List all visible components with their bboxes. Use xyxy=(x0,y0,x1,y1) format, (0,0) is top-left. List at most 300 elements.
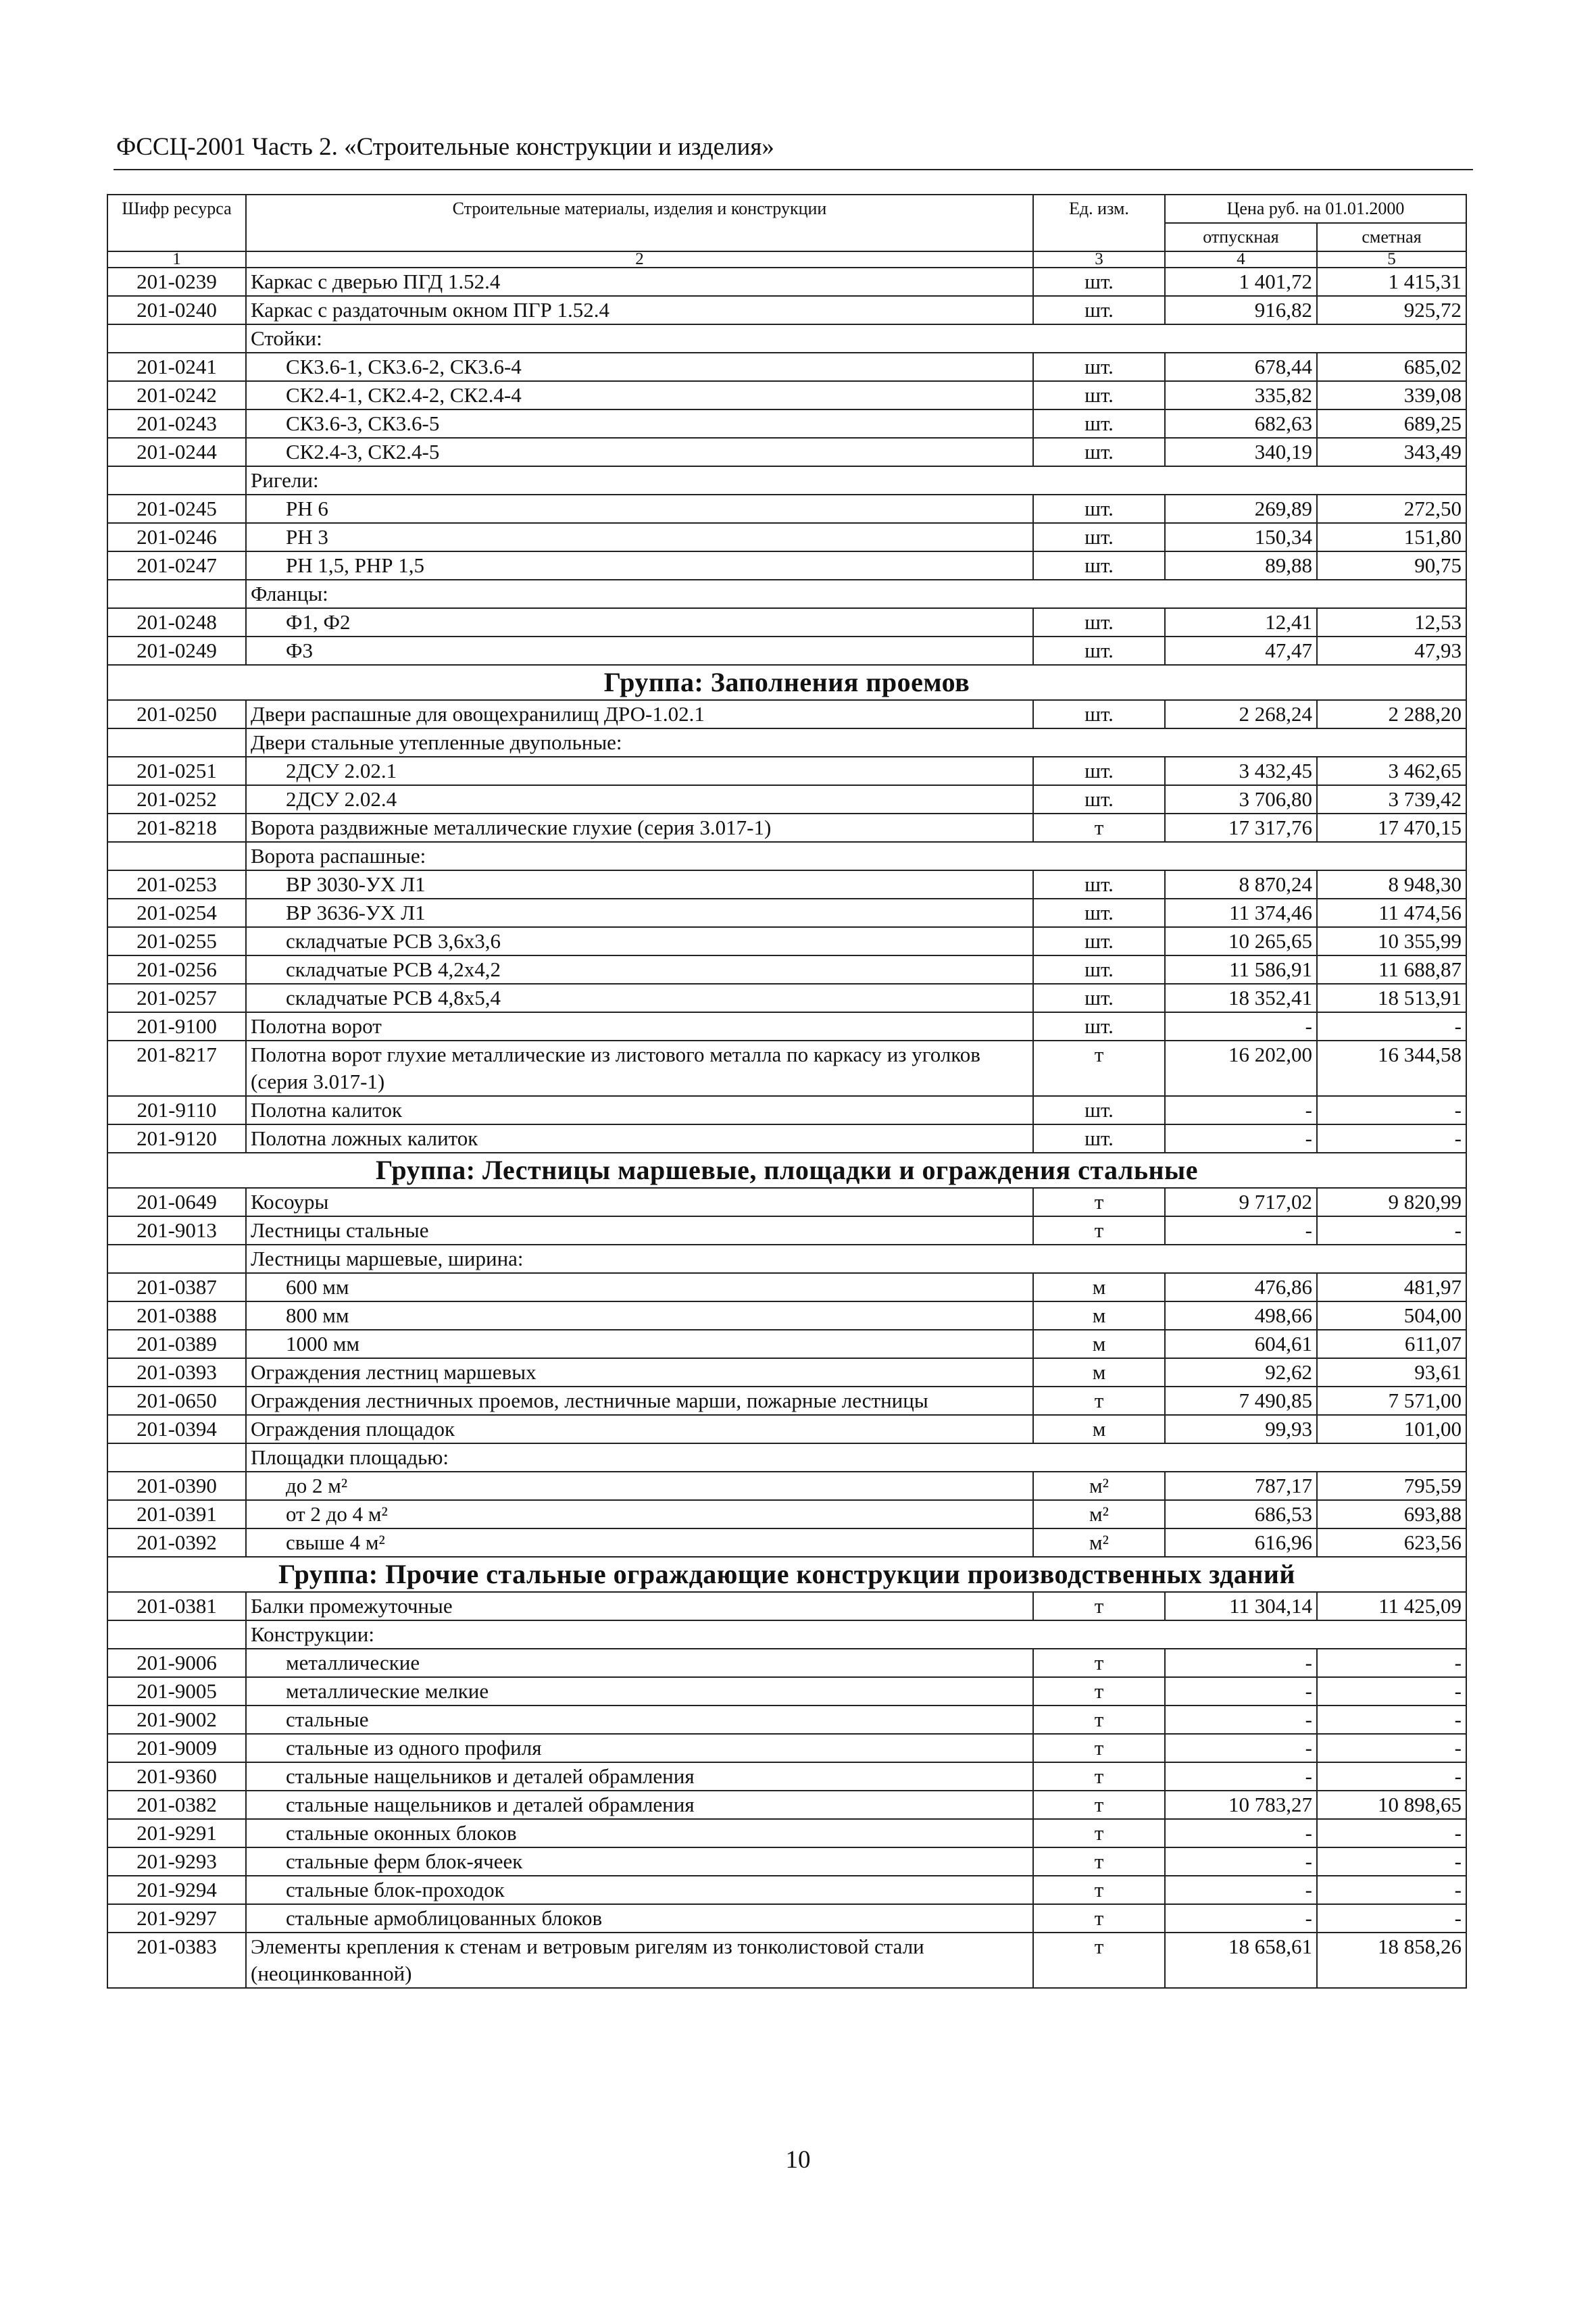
page-number: 10 xyxy=(785,2146,811,2174)
cell-unit: шт. xyxy=(1033,409,1165,438)
cell-code: 201-8218 xyxy=(107,814,246,842)
table-row xyxy=(107,1124,1466,1153)
cell-price-estimate: - xyxy=(1317,1819,1466,1847)
cell-unit: м² xyxy=(1033,1500,1165,1528)
cell-code: 201-0390 xyxy=(107,1472,246,1500)
cell-name: СК2.4-1, СК2.4-2, СК2.4-4 xyxy=(246,381,1033,409)
cell-price-estimate: 623,56 xyxy=(1317,1528,1466,1557)
cell-price-wholesale: - xyxy=(1165,1904,1317,1933)
subheading: Площадки площадью: xyxy=(246,1443,1466,1472)
cell-price-wholesale: 17 317,76 xyxy=(1165,814,1317,842)
cell-code: 201-0252 xyxy=(107,785,246,814)
cell-unit: т xyxy=(1033,1933,1165,1988)
table-row xyxy=(107,1528,1466,1557)
table-row xyxy=(107,1387,1466,1415)
cell-name: стальные нащельников и деталей обрамления xyxy=(246,1791,1033,1819)
group-heading: Группа: Заполнения проемов xyxy=(107,665,1466,700)
group-heading: Группа: Лестницы маршевые, площадки и ограждения стальные xyxy=(107,1153,1466,1188)
cell-code: 201-9110 xyxy=(107,1096,246,1124)
cell-unit: т xyxy=(1033,1734,1165,1762)
cell-code xyxy=(107,324,246,353)
cell-code: 201-0247 xyxy=(107,551,246,580)
cell-price-wholesale: - xyxy=(1165,1819,1317,1847)
cell-unit: шт. xyxy=(1033,984,1165,1012)
cell-price-estimate: - xyxy=(1317,1706,1466,1734)
table-row xyxy=(107,785,1466,814)
cell-unit: шт. xyxy=(1033,551,1165,580)
cell-code: 201-0254 xyxy=(107,899,246,927)
cell-price-estimate: 343,49 xyxy=(1317,438,1466,466)
cell-unit: т xyxy=(1033,1649,1165,1677)
cell-price-wholesale: - xyxy=(1165,1706,1317,1734)
table-row xyxy=(107,1706,1466,1734)
subheading-row xyxy=(107,728,1466,757)
cell-code: 201-0388 xyxy=(107,1301,246,1330)
table-row xyxy=(107,1472,1466,1500)
cell-price-estimate: 7 571,00 xyxy=(1317,1387,1466,1415)
cell-unit: м xyxy=(1033,1358,1165,1387)
table-row xyxy=(107,495,1466,523)
cell-name: Ограждения лестниц маршевых xyxy=(246,1358,1033,1387)
table-row xyxy=(107,1933,1466,1988)
cell-name: от 2 до 4 м² xyxy=(246,1500,1033,1528)
subheading: Конструкции: xyxy=(246,1620,1466,1649)
cell-code: 201-0242 xyxy=(107,381,246,409)
cell-code xyxy=(107,728,246,757)
cell-code: 201-0650 xyxy=(107,1387,246,1415)
subheading: Ворота распашные: xyxy=(246,842,1466,870)
cell-unit: шт. xyxy=(1033,438,1165,466)
group-heading: Группа: Прочие стальные ограждающие конструкции производственных зданий xyxy=(107,1557,1466,1592)
cell-price-wholesale: 269,89 xyxy=(1165,495,1317,523)
table-row xyxy=(107,1358,1466,1387)
subheading: Фланцы: xyxy=(246,580,1466,608)
table-row xyxy=(107,353,1466,381)
table-row xyxy=(107,870,1466,899)
cell-name: 800 мм xyxy=(246,1301,1033,1330)
cell-price-estimate: - xyxy=(1317,1096,1466,1124)
cell-unit: м² xyxy=(1033,1472,1165,1500)
cell-price-wholesale: 10 265,65 xyxy=(1165,927,1317,955)
cell-code: 201-0393 xyxy=(107,1358,246,1387)
cell-name: Полотна ворот xyxy=(246,1012,1033,1041)
table-row xyxy=(107,523,1466,551)
cell-name: Косоуры xyxy=(246,1188,1033,1216)
cell-name: Ограждения площадок xyxy=(246,1415,1033,1443)
cell-name: ВР 3030-УХ Л1 xyxy=(246,870,1033,899)
cell-unit: т xyxy=(1033,1791,1165,1819)
table-row xyxy=(107,608,1466,637)
cell-code xyxy=(107,580,246,608)
cell-price-wholesale: 2 268,24 xyxy=(1165,700,1317,728)
cell-name: до 2 м² xyxy=(246,1472,1033,1500)
cell-unit: т xyxy=(1033,1904,1165,1933)
table-row xyxy=(107,984,1466,1012)
cell-code: 201-0248 xyxy=(107,608,246,637)
subheading: Лестницы маршевые, ширина: xyxy=(246,1245,1466,1273)
table-row xyxy=(107,438,1466,466)
cell-name: складчатые РСВ 4,8х5,4 xyxy=(246,984,1033,1012)
cell-code: 201-0255 xyxy=(107,927,246,955)
cell-code: 201-9005 xyxy=(107,1677,246,1706)
cell-price-estimate: 18 513,91 xyxy=(1317,984,1466,1012)
cell-code: 201-0246 xyxy=(107,523,246,551)
table-row xyxy=(107,1216,1466,1245)
cell-code: 201-0649 xyxy=(107,1188,246,1216)
cell-unit: шт. xyxy=(1033,637,1165,665)
table-row xyxy=(107,409,1466,438)
cell-price-wholesale: 1 401,72 xyxy=(1165,268,1317,296)
cell-price-estimate: 3 462,65 xyxy=(1317,757,1466,785)
cell-price-estimate: 693,88 xyxy=(1317,1500,1466,1528)
cell-price-estimate: 151,80 xyxy=(1317,523,1466,551)
cell-name: стальные нащельников и деталей обрамления xyxy=(246,1762,1033,1791)
cell-unit: т xyxy=(1033,1706,1165,1734)
cell-name: Каркас с дверью ПГД 1.52.4 xyxy=(246,268,1033,296)
cell-code: 201-0240 xyxy=(107,296,246,324)
subheading-row xyxy=(107,580,1466,608)
table-row xyxy=(107,381,1466,409)
cell-code: 201-0245 xyxy=(107,495,246,523)
cell-price-wholesale: 18 352,41 xyxy=(1165,984,1317,1012)
cell-code: 201-0257 xyxy=(107,984,246,1012)
cell-price-estimate: 339,08 xyxy=(1317,381,1466,409)
cell-code: 201-0383 xyxy=(107,1933,246,1988)
cell-price-wholesale: 7 490,85 xyxy=(1165,1387,1317,1415)
cell-name: СК3.6-3, СК3.6-5 xyxy=(246,409,1033,438)
cell-price-estimate: 11 474,56 xyxy=(1317,899,1466,927)
cell-price-wholesale: 150,34 xyxy=(1165,523,1317,551)
page-header: ФССЦ-2001 Часть 2. «Строительные конструкции и изделия» xyxy=(116,133,774,161)
cell-name: ВР 3636-УХ Л1 xyxy=(246,899,1033,927)
cell-price-wholesale: - xyxy=(1165,1762,1317,1791)
cell-code: 201-9120 xyxy=(107,1124,246,1153)
cell-unit: т xyxy=(1033,1819,1165,1847)
cell-name: РН 6 xyxy=(246,495,1033,523)
cell-code: 201-0243 xyxy=(107,409,246,438)
table-row xyxy=(107,1762,1466,1791)
cell-unit: м xyxy=(1033,1330,1165,1358)
cell-name: складчатые РСВ 4,2х4,2 xyxy=(246,955,1033,984)
header-name: Строительные материалы, изделия и конструкции xyxy=(246,195,1033,251)
cell-unit: т xyxy=(1033,1847,1165,1876)
subheading-row xyxy=(107,1620,1466,1649)
cell-code: 201-9297 xyxy=(107,1904,246,1933)
table-row xyxy=(107,927,1466,955)
cell-name: Двери распашные для овощехранилищ ДРО-1.02.1 xyxy=(246,700,1033,728)
cell-price-wholesale: 498,66 xyxy=(1165,1301,1317,1330)
subheading-row xyxy=(107,324,1466,353)
cell-name: 2ДСУ 2.02.4 xyxy=(246,785,1033,814)
subheading-row xyxy=(107,466,1466,495)
cell-code: 201-0389 xyxy=(107,1330,246,1358)
cell-price-estimate: 504,00 xyxy=(1317,1301,1466,1330)
cell-unit: шт. xyxy=(1033,1012,1165,1041)
cell-name: СК3.6-1, СК3.6-2, СК3.6-4 xyxy=(246,353,1033,381)
cell-name: стальные из одного профиля xyxy=(246,1734,1033,1762)
header-rule xyxy=(114,169,1473,170)
cell-price-wholesale: 787,17 xyxy=(1165,1472,1317,1500)
cell-unit: т xyxy=(1033,1592,1165,1620)
cell-name: Полотна калиток xyxy=(246,1096,1033,1124)
header-estimate: сметная xyxy=(1317,223,1466,251)
table-row xyxy=(107,757,1466,785)
cell-price-wholesale: 12,41 xyxy=(1165,608,1317,637)
table-body xyxy=(107,268,1466,1988)
group-heading-row xyxy=(107,665,1466,700)
cell-name: 1000 мм xyxy=(246,1330,1033,1358)
cell-name: Полотна ворот глухие металлические из листового металла по каркасу из уголков (серия 3.017-1) xyxy=(246,1041,1033,1096)
cell-price-estimate: 3 739,42 xyxy=(1317,785,1466,814)
cell-unit: шт. xyxy=(1033,296,1165,324)
cell-price-wholesale: 686,53 xyxy=(1165,1500,1317,1528)
cell-unit: шт. xyxy=(1033,757,1165,785)
cell-price-estimate: - xyxy=(1317,1734,1466,1762)
cell-name: стальные ферм блок-ячеек xyxy=(246,1847,1033,1876)
cell-name: стальные оконных блоков xyxy=(246,1819,1033,1847)
cell-price-estimate: 481,97 xyxy=(1317,1273,1466,1301)
cell-price-estimate: 12,53 xyxy=(1317,608,1466,637)
header-unit: Ед. изм. xyxy=(1033,195,1165,251)
table-row xyxy=(107,1592,1466,1620)
table-row xyxy=(107,1791,1466,1819)
cell-name: РН 1,5, РНР 1,5 xyxy=(246,551,1033,580)
cell-code: 201-0249 xyxy=(107,637,246,665)
cell-unit: шт. xyxy=(1033,700,1165,728)
cell-code: 201-0392 xyxy=(107,1528,246,1557)
table-row xyxy=(107,1500,1466,1528)
cell-unit: шт. xyxy=(1033,268,1165,296)
cell-price-estimate: 2 288,20 xyxy=(1317,700,1466,728)
cell-name: Ворота раздвижные металлические глухие (серия 3.017-1) xyxy=(246,814,1033,842)
cell-price-estimate: 16 344,58 xyxy=(1317,1041,1466,1096)
cell-price-estimate: - xyxy=(1317,1012,1466,1041)
cell-unit: шт. xyxy=(1033,353,1165,381)
table-row xyxy=(107,1096,1466,1124)
cell-price-estimate: - xyxy=(1317,1124,1466,1153)
cell-price-wholesale: 682,63 xyxy=(1165,409,1317,438)
cell-code: 201-9294 xyxy=(107,1876,246,1904)
cell-code: 201-0253 xyxy=(107,870,246,899)
col-number: 2 xyxy=(246,251,1033,268)
table-row xyxy=(107,1415,1466,1443)
cell-name: СК2.4-3, СК2.4-5 xyxy=(246,438,1033,466)
cell-price-estimate: 101,00 xyxy=(1317,1415,1466,1443)
cell-code: 201-0387 xyxy=(107,1273,246,1301)
cell-price-wholesale: 9 717,02 xyxy=(1165,1188,1317,1216)
cell-unit: т xyxy=(1033,1387,1165,1415)
cell-price-wholesale: 92,62 xyxy=(1165,1358,1317,1387)
cell-unit: т xyxy=(1033,1677,1165,1706)
cell-code: 201-9013 xyxy=(107,1216,246,1245)
col-number: 1 xyxy=(107,251,246,268)
cell-price-wholesale: 10 783,27 xyxy=(1165,1791,1317,1819)
cell-price-estimate: - xyxy=(1317,1904,1466,1933)
cell-price-wholesale: 335,82 xyxy=(1165,381,1317,409)
header-code: Шифр ресурса xyxy=(107,195,246,251)
cell-unit: м xyxy=(1033,1273,1165,1301)
cell-name: стальные xyxy=(246,1706,1033,1734)
cell-code: 201-0381 xyxy=(107,1592,246,1620)
col-number: 4 xyxy=(1165,251,1317,268)
subheading: Ригели: xyxy=(246,466,1466,495)
cell-code xyxy=(107,842,246,870)
table-row xyxy=(107,814,1466,842)
cell-code xyxy=(107,466,246,495)
cell-price-estimate: - xyxy=(1317,1677,1466,1706)
cell-price-estimate: 1 415,31 xyxy=(1317,268,1466,296)
cell-unit: шт. xyxy=(1033,870,1165,899)
cell-code: 201-9009 xyxy=(107,1734,246,1762)
cell-code: 201-0394 xyxy=(107,1415,246,1443)
cell-unit: шт. xyxy=(1033,1124,1165,1153)
cell-unit: м² xyxy=(1033,1528,1165,1557)
cell-price-estimate: 925,72 xyxy=(1317,296,1466,324)
cell-unit: шт. xyxy=(1033,785,1165,814)
cell-unit: шт. xyxy=(1033,1096,1165,1124)
col-number: 5 xyxy=(1317,251,1466,268)
subheading-row xyxy=(107,1245,1466,1273)
header-price: Цена руб. на 01.01.2000 xyxy=(1165,195,1466,223)
cell-price-wholesale: - xyxy=(1165,1124,1317,1153)
table-row xyxy=(107,1301,1466,1330)
cell-price-estimate: - xyxy=(1317,1216,1466,1245)
cell-name: Ф1, Ф2 xyxy=(246,608,1033,637)
cell-name: стальные блок-проходок xyxy=(246,1876,1033,1904)
cell-unit: т xyxy=(1033,1762,1165,1791)
cell-price-wholesale: 3 432,45 xyxy=(1165,757,1317,785)
table-row xyxy=(107,551,1466,580)
cell-unit: шт. xyxy=(1033,927,1165,955)
table-row xyxy=(107,700,1466,728)
cell-price-wholesale: - xyxy=(1165,1677,1317,1706)
cell-price-estimate: 93,61 xyxy=(1317,1358,1466,1387)
cell-code: 201-9002 xyxy=(107,1706,246,1734)
cell-name: Ограждения лестничных проемов, лестничные марши, пожарные лестницы xyxy=(246,1387,1033,1415)
cell-name: Каркас с раздаточным окном ПГР 1.52.4 xyxy=(246,296,1033,324)
cell-name: стальные армоблицованных блоков xyxy=(246,1904,1033,1933)
price-table xyxy=(107,194,1467,1989)
cell-name: Балки промежуточные xyxy=(246,1592,1033,1620)
cell-price-wholesale: 16 202,00 xyxy=(1165,1041,1317,1096)
table-row xyxy=(107,1273,1466,1301)
cell-code xyxy=(107,1245,246,1273)
table-row xyxy=(107,899,1466,927)
cell-code: 201-0256 xyxy=(107,955,246,984)
cell-name: металлические xyxy=(246,1649,1033,1677)
subheading-row xyxy=(107,1443,1466,1472)
cell-code: 201-0244 xyxy=(107,438,246,466)
cell-code: 201-0391 xyxy=(107,1500,246,1528)
table-row xyxy=(107,637,1466,665)
cell-unit: т xyxy=(1033,814,1165,842)
subheading: Двери стальные утепленные двупольные: xyxy=(246,728,1466,757)
col-number: 3 xyxy=(1033,251,1165,268)
cell-name: Лестницы стальные xyxy=(246,1216,1033,1245)
cell-price-wholesale: 11 304,14 xyxy=(1165,1592,1317,1620)
cell-price-estimate: - xyxy=(1317,1762,1466,1791)
cell-unit: м xyxy=(1033,1415,1165,1443)
cell-price-wholesale: - xyxy=(1165,1734,1317,1762)
cell-price-estimate: 11 425,09 xyxy=(1317,1592,1466,1620)
cell-price-estimate: 9 820,99 xyxy=(1317,1188,1466,1216)
cell-code: 201-9360 xyxy=(107,1762,246,1791)
cell-code: 201-9291 xyxy=(107,1819,246,1847)
cell-price-estimate: 18 858,26 xyxy=(1317,1933,1466,1988)
cell-price-wholesale: - xyxy=(1165,1012,1317,1041)
cell-code: 201-0382 xyxy=(107,1791,246,1819)
table-row xyxy=(107,296,1466,324)
cell-price-wholesale: 11 586,91 xyxy=(1165,955,1317,984)
cell-price-wholesale: 8 870,24 xyxy=(1165,870,1317,899)
cell-price-wholesale: 604,61 xyxy=(1165,1330,1317,1358)
cell-unit: шт. xyxy=(1033,899,1165,927)
cell-unit: м xyxy=(1033,1301,1165,1330)
cell-price-wholesale: - xyxy=(1165,1216,1317,1245)
cell-price-wholesale: 99,93 xyxy=(1165,1415,1317,1443)
cell-code: 201-0239 xyxy=(107,268,246,296)
cell-price-wholesale: - xyxy=(1165,1096,1317,1124)
cell-unit: т xyxy=(1033,1188,1165,1216)
cell-price-wholesale: - xyxy=(1165,1847,1317,1876)
subheading-row xyxy=(107,842,1466,870)
table-row xyxy=(107,1847,1466,1876)
cell-price-wholesale: 476,86 xyxy=(1165,1273,1317,1301)
cell-unit: т xyxy=(1033,1216,1165,1245)
cell-unit: шт. xyxy=(1033,955,1165,984)
cell-unit: т xyxy=(1033,1876,1165,1904)
cell-unit: шт. xyxy=(1033,495,1165,523)
cell-name: Ф3 xyxy=(246,637,1033,665)
table-row xyxy=(107,1904,1466,1933)
cell-price-estimate: 272,50 xyxy=(1317,495,1466,523)
cell-price-wholesale: 340,19 xyxy=(1165,438,1317,466)
cell-price-estimate: 795,59 xyxy=(1317,1472,1466,1500)
cell-price-wholesale: 916,82 xyxy=(1165,296,1317,324)
cell-code: 201-9293 xyxy=(107,1847,246,1876)
cell-price-wholesale: 47,47 xyxy=(1165,637,1317,665)
cell-name: свыше 4 м² xyxy=(246,1528,1033,1557)
cell-name: 600 мм xyxy=(246,1273,1033,1301)
cell-unit: шт. xyxy=(1033,523,1165,551)
cell-name: Полотна ложных калиток xyxy=(246,1124,1033,1153)
table-row xyxy=(107,1649,1466,1677)
header-wholesale: отпускная xyxy=(1165,223,1317,251)
table-row xyxy=(107,1677,1466,1706)
cell-name: складчатые РСВ 3,6х3,6 xyxy=(246,927,1033,955)
table-row xyxy=(107,268,1466,296)
cell-price-estimate: - xyxy=(1317,1847,1466,1876)
cell-price-wholesale: - xyxy=(1165,1876,1317,1904)
table-row xyxy=(107,1876,1466,1904)
cell-unit: шт. xyxy=(1033,381,1165,409)
cell-price-wholesale: - xyxy=(1165,1649,1317,1677)
group-heading-row xyxy=(107,1557,1466,1592)
cell-price-estimate: 17 470,15 xyxy=(1317,814,1466,842)
cell-code: 201-9100 xyxy=(107,1012,246,1041)
cell-code xyxy=(107,1620,246,1649)
cell-price-wholesale: 678,44 xyxy=(1165,353,1317,381)
table-row xyxy=(107,1819,1466,1847)
cell-price-wholesale: 3 706,80 xyxy=(1165,785,1317,814)
table-row xyxy=(107,1330,1466,1358)
cell-price-wholesale: 616,96 xyxy=(1165,1528,1317,1557)
group-heading-row xyxy=(107,1153,1466,1188)
cell-price-estimate: 8 948,30 xyxy=(1317,870,1466,899)
cell-code: 201-8217 xyxy=(107,1041,246,1096)
cell-price-estimate: 685,02 xyxy=(1317,353,1466,381)
cell-price-estimate: 10 898,65 xyxy=(1317,1791,1466,1819)
